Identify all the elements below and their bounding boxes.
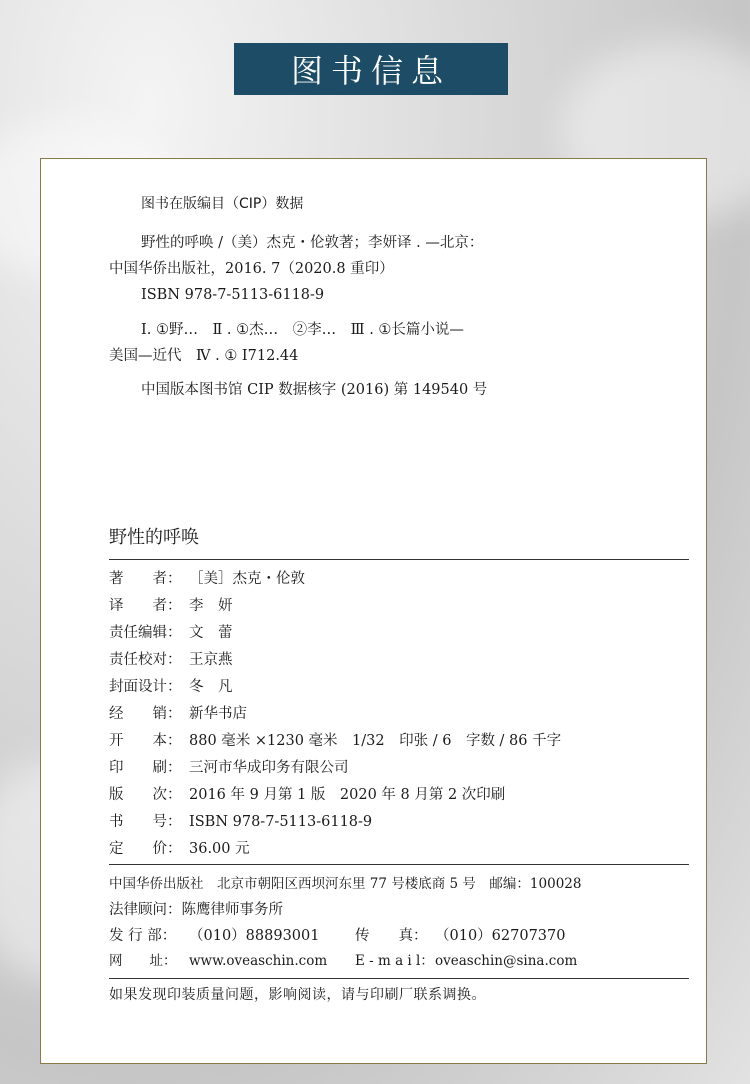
legal-advisor: 法律顾问：陈鹰律师事务所 bbox=[109, 902, 283, 918]
detail-row bbox=[109, 731, 561, 751]
detail-value: ISBN 978-7-5113-6118-9 bbox=[189, 814, 373, 830]
website-label: 网 址： bbox=[109, 953, 177, 969]
contact-row bbox=[109, 951, 577, 971]
cip-line: 美国—近代 Ⅳ . ① I712.44 bbox=[109, 348, 299, 364]
detail-label: 印 刷： bbox=[109, 760, 182, 776]
website: www.oveaschin.com bbox=[189, 953, 328, 969]
detail-label: 开 本： bbox=[109, 733, 182, 749]
detail-value: 2016 年 9 月第 1 版 2020 年 8 月第 2 次印刷 bbox=[189, 787, 506, 803]
divider bbox=[109, 978, 689, 979]
cip-line: I. ①野… Ⅱ . ①杰… ②李… Ⅲ . ①长篇小说— bbox=[141, 322, 464, 338]
detail-value: 李 妍 bbox=[189, 598, 233, 614]
detail-value: 880 毫米 ×1230 毫米 1/32 印张 / 6 字数 / 86 千字 bbox=[189, 733, 562, 749]
detail-label: 定 价： bbox=[109, 841, 182, 857]
detail-label: 封面设计： bbox=[109, 679, 182, 695]
detail-row bbox=[109, 812, 372, 832]
cip-line: ISBN 978-7-5113-6118-9 bbox=[141, 287, 325, 303]
detail-row bbox=[109, 650, 233, 670]
distribution-label: 发 行 部： bbox=[109, 928, 177, 944]
detail-value: 36.00 元 bbox=[189, 841, 250, 857]
detail-row bbox=[109, 785, 505, 805]
detail-label: 书 号： bbox=[109, 814, 182, 830]
contact-row bbox=[109, 926, 565, 946]
detail-value: ［美］杰克・伦敦 bbox=[189, 571, 305, 587]
detail-label: 责任编辑： bbox=[109, 625, 182, 641]
copyright-page bbox=[40, 158, 707, 1064]
detail-row bbox=[109, 758, 349, 778]
detail-value: 文 蕾 bbox=[189, 625, 233, 641]
divider bbox=[109, 559, 689, 560]
book-title: 野性的呼唤 bbox=[109, 527, 199, 548]
detail-label: 经 销： bbox=[109, 706, 182, 722]
email: oveaschin@sina.com bbox=[435, 953, 578, 969]
detail-value: 冬 凡 bbox=[189, 679, 233, 695]
cip-number: 中国版本图书馆 CIP 数据核字 (2016) 第 149540 号 bbox=[141, 382, 488, 398]
fax-label: 传 真： bbox=[355, 928, 428, 944]
publisher-address: 中国华侨出版社 北京市朝阳区西坝河东里 77 号楼底商 5 号 邮编：100028 bbox=[109, 876, 582, 892]
cip-heading: 图书在版编目（CIP）数据 bbox=[141, 196, 304, 212]
divider bbox=[109, 864, 689, 865]
quality-notice: 如果发现印装质量问题，影响阅读，请与印刷厂联系调换。 bbox=[109, 987, 486, 1003]
detail-row bbox=[109, 596, 233, 616]
detail-row bbox=[109, 839, 250, 859]
detail-label: 著 者： bbox=[109, 571, 182, 587]
detail-row bbox=[109, 569, 305, 589]
detail-value: 新华书店 bbox=[189, 706, 247, 722]
page-title: 图书信息 bbox=[290, 52, 451, 90]
detail-value: 王京燕 bbox=[189, 652, 233, 668]
detail-label: 版 次： bbox=[109, 787, 182, 803]
distribution-phone: （010）88893001 bbox=[189, 928, 320, 944]
detail-row bbox=[109, 623, 233, 643]
cip-line: 野性的呼唤 /（美）杰克・伦敦著；李妍译 . —北京： bbox=[141, 235, 484, 251]
detail-value: 三河市华成印务有限公司 bbox=[189, 760, 349, 776]
fax-number: （010）62707370 bbox=[435, 928, 566, 944]
page-title-banner bbox=[234, 43, 508, 95]
detail-label: 责任校对： bbox=[109, 652, 182, 668]
detail-row bbox=[109, 704, 247, 724]
detail-row bbox=[109, 677, 233, 697]
cip-line: 中国华侨出版社，2016. 7（2020.8 重印） bbox=[109, 261, 394, 277]
email-label: E - m a i l： bbox=[355, 953, 434, 969]
detail-label: 译 者： bbox=[109, 598, 182, 614]
